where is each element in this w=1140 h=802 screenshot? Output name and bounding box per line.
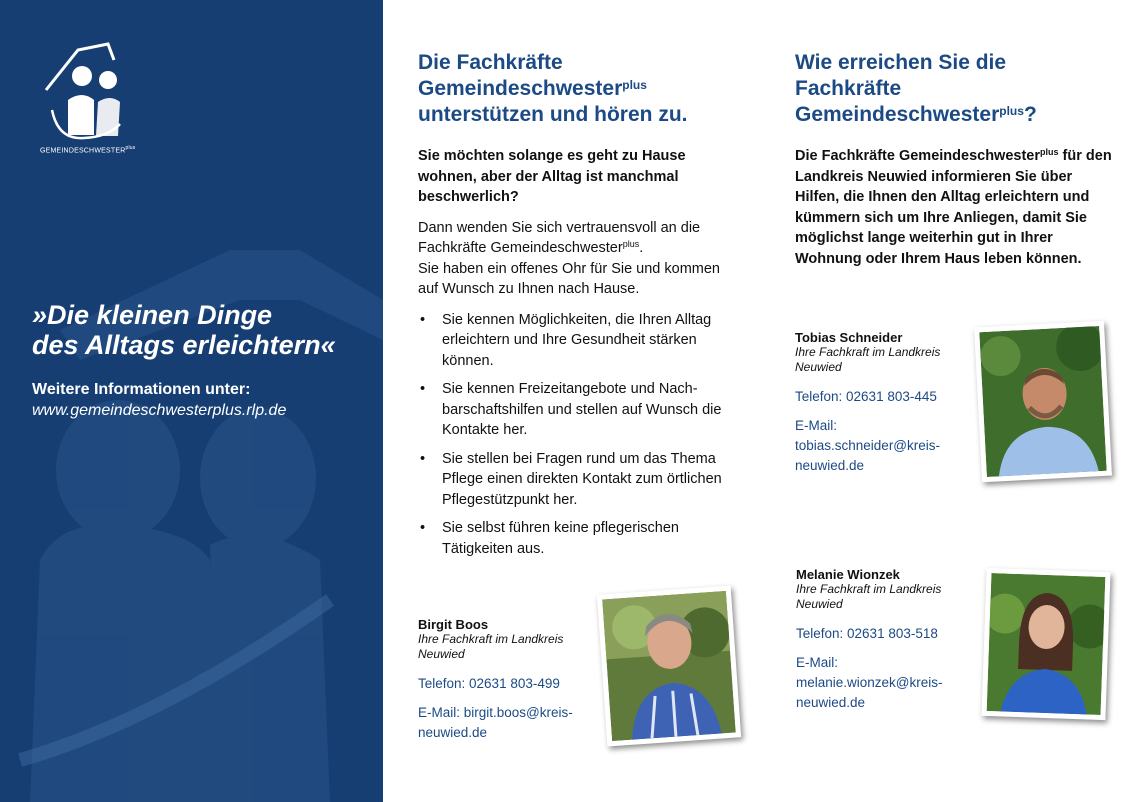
middle-column (418, 50, 738, 567)
contact-card-boos (418, 617, 593, 743)
contact-name: Melanie Wionzek (796, 567, 900, 582)
middle-paragraph: Dann wenden Sie sich vertrauensvoll an die Fachkräfte Gemeindeschwester$^{plus}$. Sie haben ein offenes Ohr für Sie und kommen auf Wunsch zu Ihnen nach Hause. (418, 219, 721, 297)
list-item: • Sie kennen Möglichkeiten, die Ihren Alltag erleichtern und Ihre Gesundheit stärken können. (418, 310, 738, 372)
contact-name: Tobias Schneider (795, 330, 903, 345)
contact-phone[interactable]: Telefon: 02631 803-445 (795, 389, 937, 404)
right-heading: Wie erreichen Sie die Fachkräfte Gemeindeschwester$^{plus}$? (795, 51, 1037, 126)
list-item: • Sie kennen Freizeitangebote und Nach-barschaftshilfen und stellen auf Wunsch die Kontakte her. (418, 379, 738, 441)
photo-schneider (974, 321, 1112, 483)
contact-phone[interactable]: Telefon: 02631 803-518 (796, 626, 938, 641)
contact-card-schneider (795, 330, 970, 476)
right-column (795, 50, 1115, 269)
contact-role: Ihre Fachkraft im Landkreis Neuwied (795, 345, 941, 374)
contact-card-wionzek (796, 567, 971, 713)
services-list (418, 310, 738, 560)
photo-boos (597, 586, 741, 747)
contact-phone[interactable]: Telefon: 02631 803-499 (418, 676, 560, 691)
slogan-line-2: des Alltags erleichtern« (32, 330, 336, 360)
left-panel (0, 0, 383, 802)
logo-icon (38, 40, 138, 155)
contact-role: Ihre Fachkraft im Landkreis Neuwied (796, 582, 942, 611)
logo-wordmark: $GEMEINDESCHWESTER^{plus}$ (40, 145, 136, 155)
photo-wionzek (981, 568, 1110, 720)
contact-name: Birgit Boos (418, 617, 489, 632)
middle-heading: Die Fachkräfte Gemeindeschwester$^{plus}$ unterstützen und hören zu. (418, 51, 688, 126)
info-label: Weitere Informationen unter: (32, 381, 251, 398)
slogan-quote (32, 300, 336, 360)
slogan-line-1: »Die kleinen Dinge (32, 300, 273, 330)
middle-lead-text: Sie möchten solange es geht zu Hause wohnen, aber der Alltag ist manchmal beschwerlich? (418, 148, 686, 205)
contact-email[interactable]: E-Mail: melanie.wionzek@kreis- neuwied.de (796, 655, 943, 710)
contact-role: Ihre Fachkraft im Landkreis Neuwied (418, 632, 564, 661)
list-item: • Sie stellen bei Fragen rund um das Thema Pflege einen direkten Kontakt zum örtlichen Pflegestützpunkt her. (418, 449, 738, 511)
info-url-link[interactable]: www.gemeindeschwesterplus.rlp.de (32, 402, 287, 419)
list-item: • Sie selbst führen keine pflegerischen Tätigkeiten aus. (418, 518, 738, 559)
right-lead-text: Die Fachkräfte Gemeindeschwester$^{plus}$ für den Landkreis Neuwied informieren Sie über Hilfen, die Ihnen den Alltag erleichtern und kümmern sich um Ihre Anliegen, damit Sie möglichst lange weiterhin gut in Ihrer Wohnung oder Ihrem Haus leben können. (795, 147, 1112, 267)
contact-email[interactable]: E-Mail: birgit.boos@kreis- neuwied.de (418, 705, 573, 740)
contact-email[interactable]: E-Mail: tobias.schneider@kreis- neuwied.de (795, 418, 941, 473)
